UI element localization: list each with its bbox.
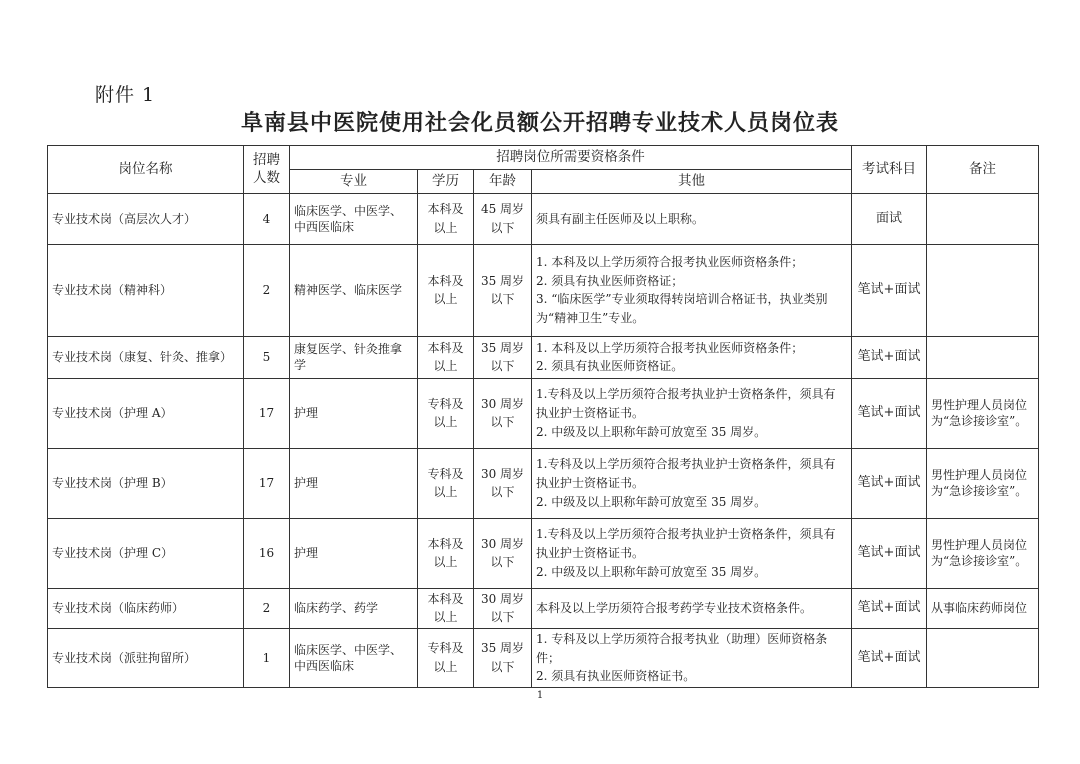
requirement-line: 2. 中级及以上职称年龄可放宽至 35 周岁。 <box>536 494 767 509</box>
requirement-line: 2. 须具有执业医师资格证书。 <box>536 669 696 684</box>
remark-cell: 从事临床药师岗位 <box>927 588 1039 628</box>
requirement-line: 1. 本科及以上学历须符合报考执业医师资格条件； <box>536 255 804 270</box>
requirement-line: 2. 须具有执业医师资格证； <box>536 273 684 288</box>
requirements-cell <box>532 336 852 378</box>
header-remark: 备注 <box>927 146 1039 194</box>
remark-cell <box>927 244 1039 336</box>
exam-cell: 笔试+面试 <box>852 629 927 688</box>
requirements-cell <box>532 588 852 628</box>
table-row <box>48 193 1039 244</box>
major-cell: 临床医学、中医学、中西医临床 <box>290 629 418 688</box>
education-cell: 本科及 以上 <box>418 588 474 628</box>
exam-cell: 面试 <box>852 193 927 244</box>
requirements-cell <box>532 518 852 588</box>
hire-count-cell: 4 <box>244 193 290 244</box>
table-row <box>48 244 1039 336</box>
exam-cell: 笔试+面试 <box>852 336 927 378</box>
age-cell: 35 周岁 以下 <box>474 629 532 688</box>
table-row <box>48 378 1039 448</box>
position-name-cell: 专业技术岗（护理 B） <box>48 448 244 518</box>
age-cell: 35 周岁 以下 <box>474 336 532 378</box>
education-cell: 本科及 以上 <box>418 518 474 588</box>
requirements-cell <box>532 193 852 244</box>
remark-cell <box>927 193 1039 244</box>
position-name-cell: 专业技术岗（高层次人才） <box>48 193 244 244</box>
education-cell: 本科及 以上 <box>418 244 474 336</box>
age-cell: 30 周岁 以下 <box>474 518 532 588</box>
requirement-line: 1. 本科及以上学历须符合报考执业医师资格条件； <box>536 340 804 355</box>
table-row <box>48 336 1039 378</box>
header-position-name: 岗位名称 <box>48 146 244 194</box>
remark-cell <box>927 336 1039 378</box>
hire-count-cell: 17 <box>244 378 290 448</box>
remark-cell: 男性护理人员岗位为“急诊接诊室”。 <box>927 448 1039 518</box>
requirement-line: 2. 须具有执业医师资格证。 <box>536 359 684 374</box>
age-cell: 45 周岁 以下 <box>474 193 532 244</box>
major-cell: 护理 <box>290 378 418 448</box>
hire-count-cell: 2 <box>244 244 290 336</box>
requirement-line: 1.专科及以上学历须符合报考执业护士资格条件，须具有执业护士资格证书。 <box>536 527 836 561</box>
education-cell: 专科及 以上 <box>418 448 474 518</box>
table-row <box>48 629 1039 688</box>
major-cell: 护理 <box>290 448 418 518</box>
major-cell: 精神医学、临床医学 <box>290 244 418 336</box>
table-row <box>48 448 1039 518</box>
header-conditions: 招聘岗位所需要资格条件 <box>290 146 852 170</box>
education-cell: 本科及 以上 <box>418 193 474 244</box>
positions-table <box>47 145 1039 688</box>
hire-count-cell: 5 <box>244 336 290 378</box>
hire-count-cell: 1 <box>244 629 290 688</box>
education-cell: 本科及 以上 <box>418 336 474 378</box>
exam-cell: 笔试+面试 <box>852 448 927 518</box>
exam-cell: 笔试+面试 <box>852 244 927 336</box>
exam-cell: 笔试+面试 <box>852 378 927 448</box>
header-education: 学历 <box>418 169 474 193</box>
table-row <box>48 518 1039 588</box>
age-cell: 30 周岁 以下 <box>474 378 532 448</box>
requirement-line: 1.专科及以上学历须符合报考执业护士资格条件，须具有执业护士资格证书。 <box>536 457 836 491</box>
requirements-cell <box>532 244 852 336</box>
position-name-cell: 专业技术岗（精神科） <box>48 244 244 336</box>
requirement-line: 2. 中级及以上职称年龄可放宽至 35 周岁。 <box>536 424 767 439</box>
table-row <box>48 588 1039 628</box>
requirement-line: 须具有副主任医师及以上职称。 <box>536 211 705 226</box>
requirements-cell <box>532 629 852 688</box>
major-cell: 护理 <box>290 518 418 588</box>
education-cell: 专科及 以上 <box>418 629 474 688</box>
requirement-line: 3. “临床医学”专业须取得转岗培训合格证书，执业类别为“精神卫生”专业。 <box>536 292 828 325</box>
age-cell: 35 周岁 以下 <box>474 244 532 336</box>
hire-count-cell: 17 <box>244 448 290 518</box>
age-cell: 30 周岁 以下 <box>474 588 532 628</box>
position-name-cell: 专业技术岗（护理 C） <box>48 518 244 588</box>
exam-cell: 笔试+面试 <box>852 518 927 588</box>
exam-cell: 笔试+面试 <box>852 588 927 628</box>
hire-count-cell: 16 <box>244 518 290 588</box>
header-age: 年龄 <box>474 169 532 193</box>
attachment-label: 附件 1 <box>95 84 156 106</box>
page-number: 1 <box>536 690 544 701</box>
requirements-cell <box>532 378 852 448</box>
position-name-cell: 专业技术岗（派驻拘留所） <box>48 629 244 688</box>
major-cell: 临床药学、药学 <box>290 588 418 628</box>
header-major: 专业 <box>290 169 418 193</box>
requirements-cell <box>532 448 852 518</box>
remark-cell: 男性护理人员岗位为“急诊接诊室”。 <box>927 518 1039 588</box>
header-other: 其他 <box>532 169 852 193</box>
hire-count-cell: 2 <box>244 588 290 628</box>
document-title: 阜南县中医院使用社会化员额公开招聘专业技术人员岗位表 <box>240 110 839 136</box>
remark-cell <box>927 629 1039 688</box>
education-cell: 专科及 以上 <box>418 378 474 448</box>
remark-cell: 男性护理人员岗位为“急诊接诊室”。 <box>927 378 1039 448</box>
requirement-line: 本科及以上学历须符合报考药学专业技术资格条件。 <box>536 601 813 616</box>
requirement-line: 1. 专科及以上学历须符合报考执业（助理）医师资格条件； <box>536 632 828 665</box>
position-name-cell: 专业技术岗（临床药师） <box>48 588 244 628</box>
major-cell: 康复医学、针灸推拿学 <box>290 336 418 378</box>
major-cell: 临床医学、中医学、中西医临床 <box>290 193 418 244</box>
position-name-cell: 专业技术岗（护理 A） <box>48 378 244 448</box>
requirement-line: 2. 中级及以上职称年龄可放宽至 35 周岁。 <box>536 564 767 579</box>
position-name-cell: 专业技术岗（康复、针灸、推拿） <box>48 336 244 378</box>
age-cell: 30 周岁 以下 <box>474 448 532 518</box>
header-hire-count: 招聘 人数 <box>244 146 290 194</box>
header-exam: 考试科目 <box>852 146 927 194</box>
requirement-line: 1.专科及以上学历须符合报考执业护士资格条件，须具有执业护士资格证书。 <box>536 387 836 421</box>
